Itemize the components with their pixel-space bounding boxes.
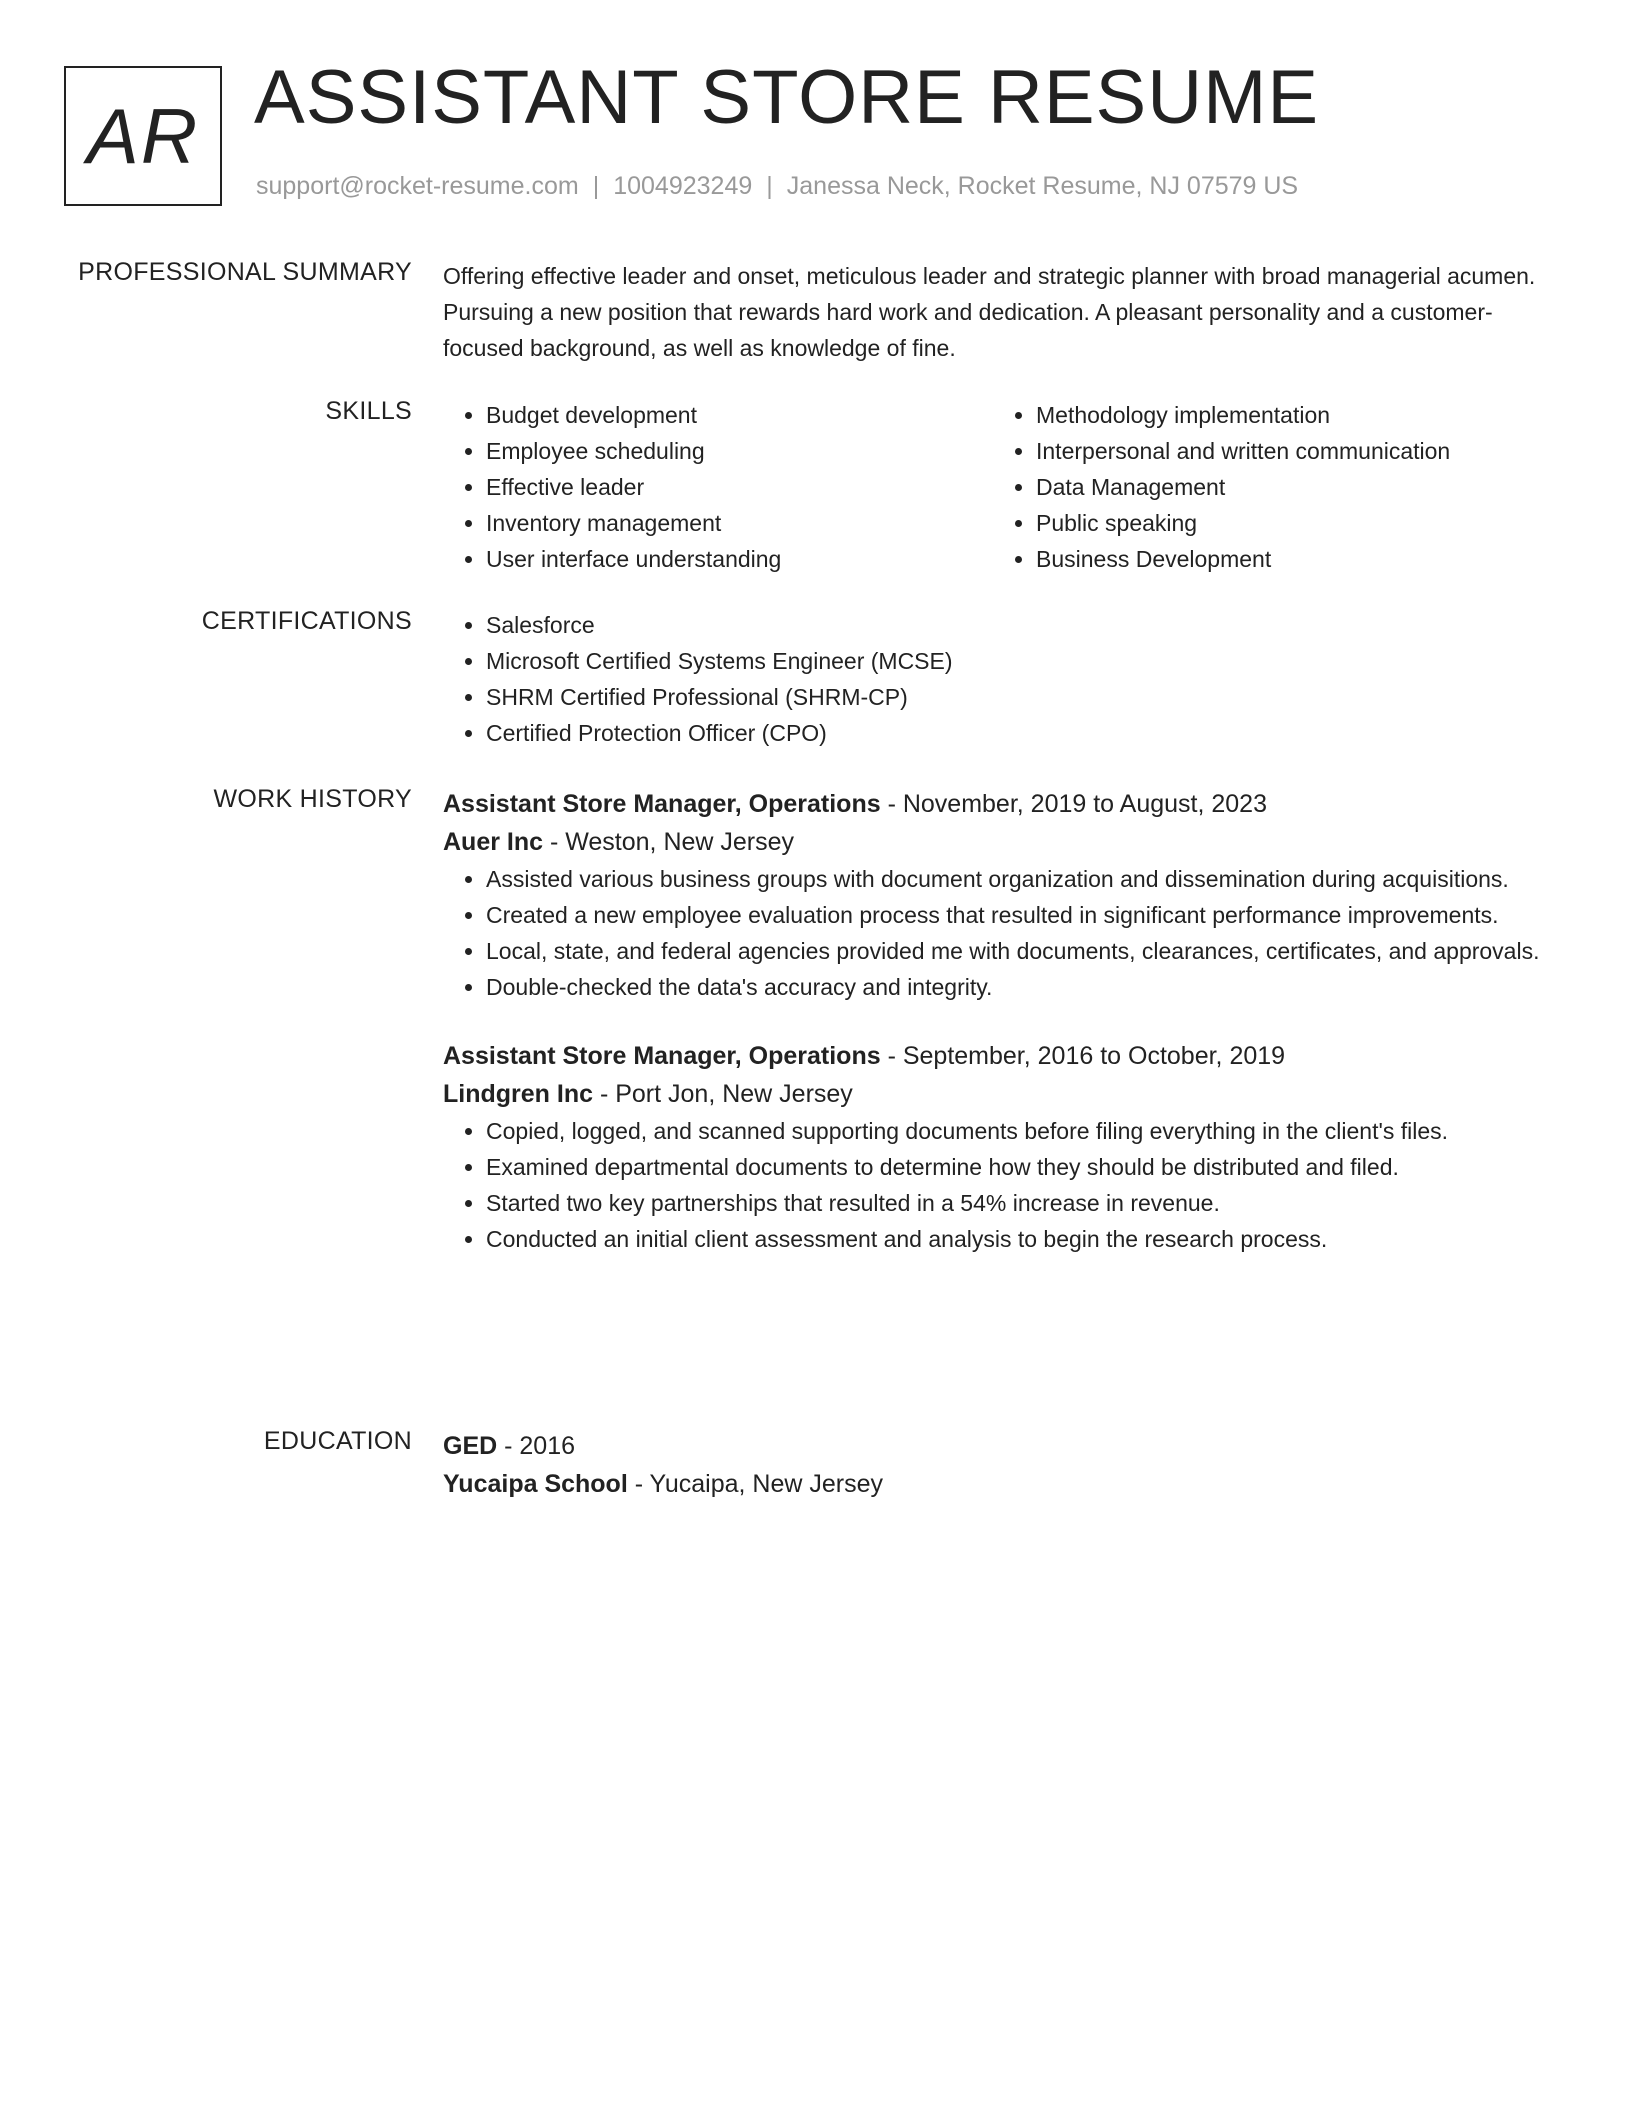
work-history-heading: WORK HISTORY	[213, 785, 412, 813]
certifications-heading: CERTIFICATIONS	[201, 607, 412, 635]
skills-heading: SKILLS	[325, 397, 412, 425]
certifications-body	[443, 607, 1543, 751]
skill-item: • Public speaking	[1036, 505, 1543, 541]
skill-item: • Business Development	[1036, 541, 1543, 577]
contact-line	[256, 172, 1298, 201]
job-dates: - September, 2016 to October, 2019	[880, 1042, 1286, 1070]
job-entry	[443, 1037, 1543, 1257]
skills-list-left	[443, 397, 993, 577]
skill-item: • Interpersonal and written communication	[1036, 433, 1543, 469]
job-title-line	[443, 785, 1543, 823]
education-degree: GED	[443, 1432, 498, 1460]
certification-item: • Microsoft Certified Systems Engineer (MCSE)	[486, 643, 1543, 679]
summary-text: Offering effective leader and onset, meticulous leader and strategic planner with broad managerial acumen. Pursuing a new position that rewards hard work and dedication. A pleasant personality and a customer-focused background, as well as knowledge of fine.	[443, 263, 1536, 361]
contact-phone: 1004923249	[613, 172, 753, 200]
certification-item: • Certified Protection Officer (CPO)	[486, 715, 1543, 751]
job-bullet: • Created a new employee evaluation process that resulted in significant performance improvements.	[486, 897, 1543, 933]
job-bullet: • Conducted an initial client assessment and analysis to begin the research process.	[486, 1221, 1543, 1257]
skill-item: • Budget development	[486, 397, 993, 433]
job-dates: - November, 2019 to August, 2023	[880, 790, 1267, 818]
job-bullet: • Examined departmental documents to determine how they should be distributed and filed.	[486, 1149, 1543, 1185]
education-school-line	[443, 1465, 1543, 1503]
work-history-body	[443, 785, 1543, 1257]
job-bullets	[443, 1113, 1543, 1257]
resume-title: ASSISTANT STORE RESUME	[254, 55, 1320, 140]
job-title-line	[443, 1037, 1543, 1075]
education-heading: EDUCATION	[263, 1427, 412, 1455]
contact-address: Janessa Neck, Rocket Resume, NJ 07579 US	[786, 172, 1299, 200]
skills-body	[443, 397, 1543, 577]
job-bullet: • Local, state, and federal agencies provided me with documents, clearances, certificates, and approvals.	[486, 933, 1543, 969]
skill-item: • Effective leader	[486, 469, 993, 505]
job-company: Auer Inc	[443, 828, 544, 856]
certifications-list	[443, 607, 1543, 751]
education-school: Yucaipa School	[443, 1470, 628, 1498]
job-title: Assistant Store Manager, Operations	[443, 790, 881, 818]
contact-email: support@rocket-resume.com	[256, 172, 579, 200]
job-company: Lindgren Inc	[443, 1080, 593, 1108]
contact-separator: |	[766, 172, 773, 200]
job-bullets	[443, 861, 1543, 1005]
skill-item: • User interface understanding	[486, 541, 993, 577]
job-bullet: • Double-checked the data's accuracy and integrity.	[486, 969, 1543, 1005]
education-location: - Yucaipa, New Jersey	[627, 1470, 883, 1498]
summary-heading: PROFESSIONAL SUMMARY	[78, 258, 412, 286]
job-location: - Weston, New Jersey	[543, 828, 795, 856]
skills-list-right	[993, 397, 1543, 577]
job-bullet: • Copied, logged, and scanned supporting documents before filing everything in the client's files.	[486, 1113, 1543, 1149]
education-year: - 2016	[497, 1432, 576, 1460]
skill-item: • Employee scheduling	[486, 433, 993, 469]
job-bullet: • Assisted various business groups with document organization and dissemination during acquisitions.	[486, 861, 1543, 897]
job-entry	[443, 785, 1543, 1005]
education-degree-line	[443, 1427, 1543, 1465]
summary-body	[443, 258, 1543, 366]
job-title: Assistant Store Manager, Operations	[443, 1042, 881, 1070]
job-company-line	[443, 1075, 1543, 1113]
certification-item: • SHRM Certified Professional (SHRM-CP)	[486, 679, 1543, 715]
skill-item: • Methodology implementation	[1036, 397, 1543, 433]
job-location: - Port Jon, New Jersey	[593, 1080, 853, 1108]
contact-separator: |	[592, 172, 600, 200]
job-bullet: • Started two key partnerships that resulted in a 54% increase in revenue.	[486, 1185, 1543, 1221]
monogram-logo: AR	[64, 66, 222, 206]
certification-item: • Salesforce	[486, 607, 1543, 643]
skill-item: • Data Management	[1036, 469, 1543, 505]
skill-item: • Inventory management	[486, 505, 993, 541]
education-body	[443, 1427, 1543, 1503]
job-company-line	[443, 823, 1543, 861]
